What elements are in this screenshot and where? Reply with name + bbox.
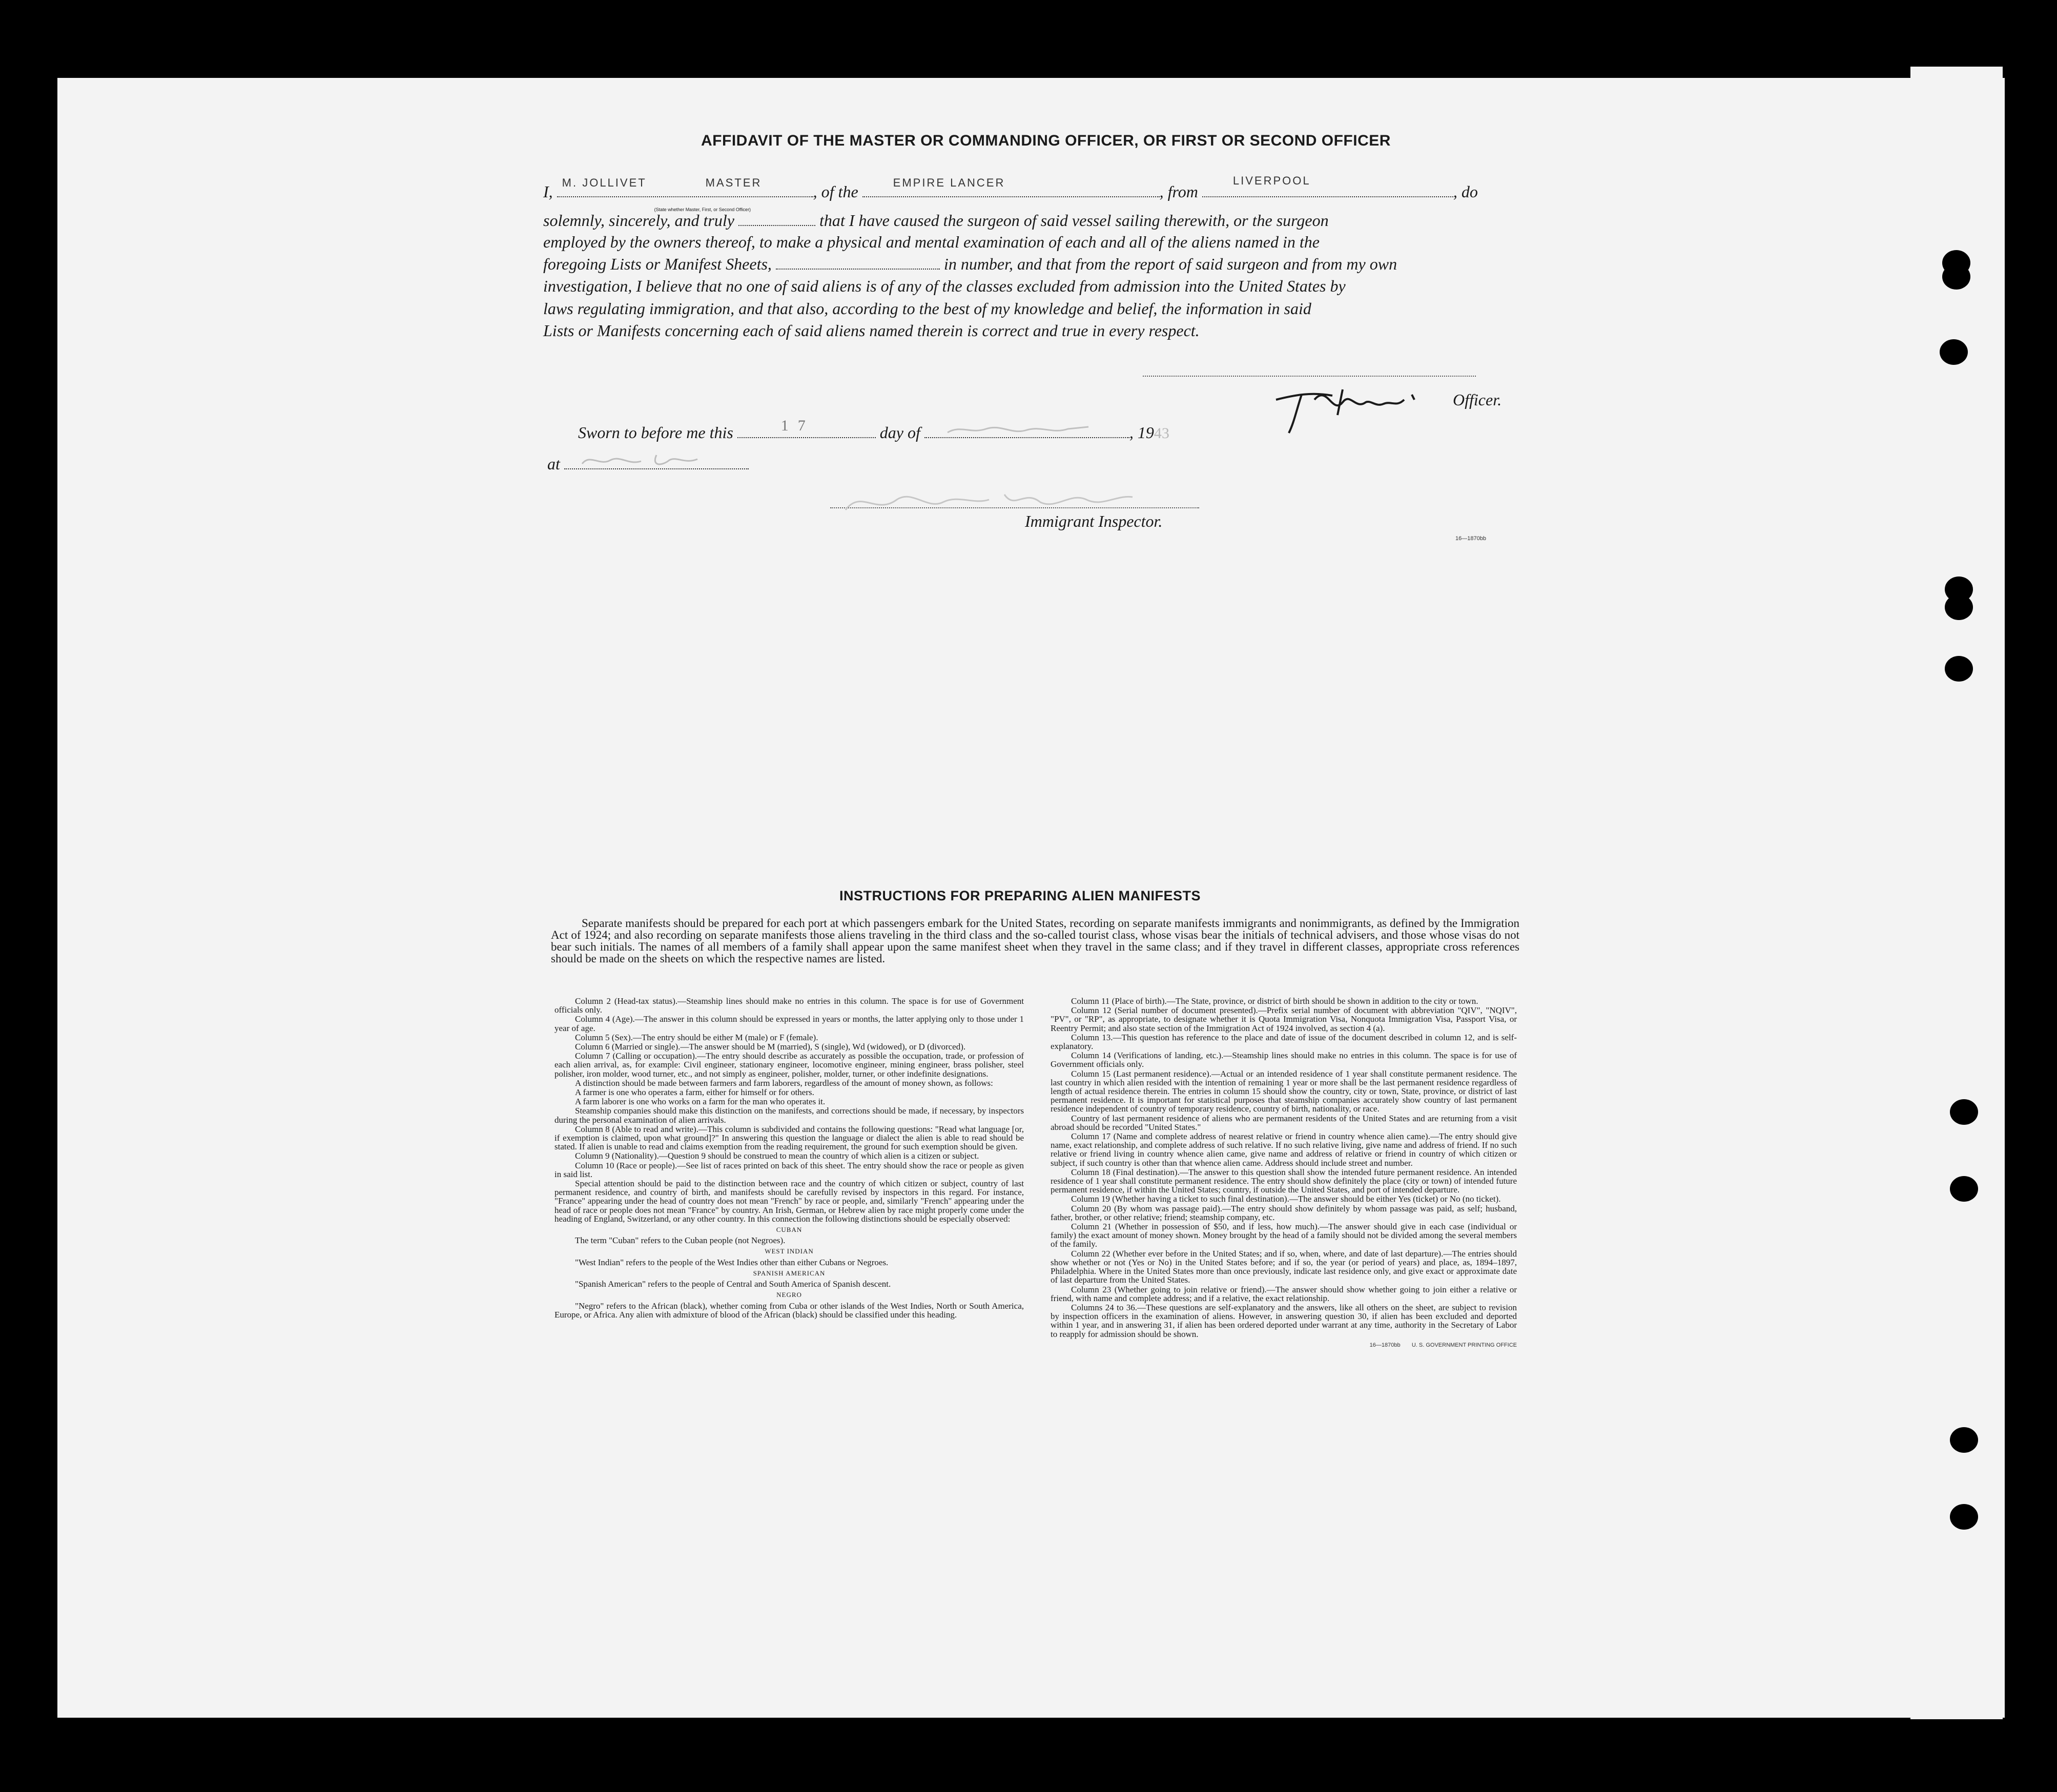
binder-hole	[1945, 656, 1973, 682]
instruction-paragraph: Column 22 (Whether ever before in the United States; and if so, when, where, and date of last departure).—The entries should show whether or not (Yes or No) in the United States before; and if so, the year (or period of years) and place, as, 1894–1897, Philadelphia. Where in the United States more than once previously, indicate last residence only, and give exact or approximate date of last departure from the United States.	[1051, 1248, 1517, 1285]
definition-text: The term "Cuban" refers to the Cuban people (not Negroes).	[575, 1235, 786, 1246]
vessel-field	[862, 176, 1160, 197]
binder-hole	[1950, 1504, 1978, 1530]
instruction-paragraph: A farmer is one who operates a farm, either for himself or for others.	[575, 1087, 814, 1098]
signature-line	[1143, 376, 1476, 377]
affidavit-text: foregoing Lists or Manifest Sheets,	[543, 255, 772, 273]
affidavit-line-6: laws regulating immigration, and that also, according to the best of my knowledge and belief, the information in said	[543, 299, 1311, 318]
master-name: M. JOLLIVET	[562, 176, 647, 189]
definition-text: "Spanish American" refers to the people of Central and South America of Spanish descent.	[575, 1279, 891, 1289]
definition-text: "Negro" refers to the African (black), whether coming from Cuba or other islands of the West Indies, North or South America, Europe, or Africa. Any alien with admixture of blood of the African (black) should be classified under this heading.	[554, 1301, 1024, 1320]
affidavit-text: that I have caused the surgeon of said vessel sailing therewith, or the surgeon	[819, 211, 1329, 230]
definition-text: "West Indian" refers to the people of the West Indies other than either Cubans or Negroes.	[575, 1257, 889, 1267]
definition-heading: WEST INDIAN	[765, 1247, 814, 1255]
instruction-paragraph: Country of last permanent residence of aliens who are permanent residents of the United States and are returning from a visit abroad should be recorded "United States."	[1051, 1113, 1517, 1132]
sworn-label: Sworn to before me this	[578, 423, 733, 442]
instruction-paragraph: Column 17 (Name and complete address of nearest relative or friend in country whence alien came).—The entry should give name, exact relationship, and complete address of such relative. If no such relative living, give name and address of friend. If no such relative or friend living in country whence alien came, give name and address of relative or friend in country of which citizen or subject, if such country is other than that whence alien came. Address should include street and number.	[1051, 1131, 1517, 1168]
affidavit-title: AFFIDAVIT OF THE MASTER OR COMMANDING OFFICER, OR FIRST OR SECOND OFFICER	[701, 132, 1391, 149]
binder-hole	[1950, 1099, 1978, 1125]
affidavit-line-5: investigation, I believe that no one of said aliens is of any of the classes excluded from admission into the United States by	[543, 277, 1346, 295]
affidavit-line-4	[543, 253, 1397, 275]
instruction-paragraph: Column 5 (Sex).—The entry should be either M (male) or F (female).	[575, 1032, 818, 1042]
instruction-paragraph: Column 23 (Whether going to join relative or friend).—The answer should show whether going to join either a relative or friend, with name and complete address; and if a relative, the exact relationship.	[1051, 1284, 1517, 1303]
officer-signature	[1266, 379, 1425, 436]
footer-printer: U. S. GOVERNMENT PRINTING OFFICE	[1411, 1342, 1517, 1348]
affidavit-line-1	[543, 174, 1478, 212]
form-code: 16—1870bb	[1455, 535, 1486, 542]
instruction-paragraph: Column 19 (Whether having a ticket to such final destination).—The answer should be either Yes (ticket) or No (no ticket).	[1071, 1194, 1501, 1204]
left-instruction-column	[554, 997, 1024, 1320]
of-the-label: , of the	[813, 182, 858, 201]
at-line	[547, 452, 749, 475]
place-field	[564, 454, 749, 469]
instructions-title: INSTRUCTIONS FOR PREPARING ALIEN MANIFESTS	[839, 888, 1201, 903]
port-field	[1202, 174, 1453, 197]
instruction-paragraph: Column 20 (By whom was passage paid).—The entry should show definitely by whom passage was paid, as self; husband, father, brother, or other relative; friend; steamship company, etc.	[1051, 1203, 1517, 1222]
binder-hole	[1950, 1427, 1978, 1453]
instruction-paragraph: Column 15 (Last permanent residence).—Actual or an intended residence of 1 year shall constitute permanent residence. The last country in which alien resided with the intention of remaining 1 year or more shall be the last permanent residence regardless of length of actual residence therein. The entries in column 15 should show the country, city or town, State, province, or district of last permanent residence. It is important for statistical purposes that steamship companies accurately show country of last permanent residence independent of country of temporary residence, country of birth, nationality, or race.	[1051, 1068, 1517, 1114]
instruction-paragraph: Column 12 (Serial number of document presented).—Prefix serial number of document with abbreviation "QIV", "NQIV", "PV", or "RP", as appropriate, to designate whether it is Quota Immigration Visa, Nonquota Immigration Visa, Passport Visa, or Reentry Permit; and also state section of the Immigration Act of 1924 involved, as section 4 (a).	[1051, 1005, 1517, 1033]
affidavit-text: solemnly, sincerely, and truly	[543, 211, 734, 230]
instruction-paragraph: Column 8 (Able to read and write).—This column is subdivided and contains the following questions: "Read what language [or, if exemption is claimed, upon what ground]?" In answering this question the language or dialect the alien is able to read should be stated. If alien is unable to read and claims exemption from the reading requirement, the ground for such exemption should be given.	[554, 1124, 1024, 1152]
affidavit-line-2	[543, 209, 1329, 232]
sworn-field	[738, 211, 815, 226]
vessel-name: EMPIRE LANCER	[893, 176, 1005, 189]
instruction-paragraph: A farm laborer is one who works on a farm for the man who operates it.	[575, 1097, 826, 1107]
month-handwriting	[945, 420, 1099, 437]
year-prefix: , 19	[1129, 423, 1154, 442]
instructions-footer	[1051, 1340, 1517, 1350]
inspector-label: Immigrant Inspector.	[1025, 512, 1163, 530]
instruction-paragraph: A distinction should be made between farmers and farm laborers, regardless of the amount of money shown, as follows:	[575, 1078, 993, 1088]
instruction-paragraph: Special attention should be paid to the distinction between race and the country of which citizen or subject, country of last permanent residence, and country of birth, and manifests should be carefully revised by inspectors in this regard. For instance, "France" appearing under the head of country does not mean "French" by race or people, and, similarly "French" appearing under the head of race or people does not mean "France" by country. An Irish, German, or Hebrew alien by race might properly come under the heading of England, Switzerland, or any other country. In this connection the following distinctions should be especially observed:	[554, 1179, 1024, 1224]
definition-heading: NEGRO	[776, 1291, 802, 1299]
place-handwriting	[580, 451, 713, 468]
sheets-count-field	[776, 254, 940, 270]
binder-hole	[1940, 339, 1968, 365]
definition-heading: SPANISH AMERICAN	[753, 1269, 826, 1277]
binder-hole	[1942, 264, 1970, 290]
sworn-line	[578, 417, 1169, 445]
at-label: at	[547, 455, 560, 473]
port-name: LIVERPOOL	[1232, 174, 1311, 187]
officer-label: Officer.	[1453, 390, 1502, 409]
affidavit-prefix: I,	[543, 182, 553, 201]
instruction-paragraph: Column 10 (Race or people).—See list of races printed on back of this sheet. The entry should show the race or people as given in said list.	[554, 1160, 1024, 1179]
master-name-field	[557, 176, 813, 212]
instruction-paragraph: Column 11 (Place of birth).—The State, province, or district of birth should be shown in addition to the city or town.	[1071, 996, 1478, 1006]
instruction-paragraph: Column 18 (Final destination).—The answer to this question shall show the intended future permanent residence. An intended residence of 1 year shall constitute permanent residence. The entry should show definitely the place (city or town) of intended future permanent residence, if within the United States; country, if outside the United States, and port of intended departure.	[1051, 1167, 1517, 1195]
binder-hole	[1945, 594, 1973, 620]
footer-code: 16—1870bb	[1369, 1342, 1401, 1348]
rank-note: (State whether Master, First, or Second Officer)	[654, 207, 751, 212]
instructions-intro	[551, 917, 1519, 964]
from-label: , from	[1159, 182, 1198, 201]
instruction-paragraph: Column 9 (Nationality).—Question 9 should be construed to mean the country of which alien is a citizen or subject.	[575, 1151, 979, 1161]
instruction-paragraph: Column 7 (Calling or occupation).—The entry should describe as accurately as possible the occupation, trade, or profession of each alien arrival, as, for example: Civil engineer, stationary engineer, locomotive engineer, mining engineer, brass polisher, steel polisher, iron molder, wood turner, etc., and not simply as engineer, polisher, molder, turner, or other indefinite designations.	[554, 1051, 1024, 1079]
affidavit-text: in number, and that from the report of said surgeon and from my own	[943, 255, 1397, 273]
instruction-paragraph: Column 2 (Head-tax status).—Steamship lines should make no entries in this column. The space is for use of Government officials only.	[554, 996, 1024, 1015]
affidavit-line-3: employed by the owners thereof, to make a physical and mental examination of each and all of the aliens named in the	[543, 233, 1320, 251]
instruction-paragraph: Column 21 (Whether in possession of $50, and if less, how much).—The answer should give in each case (individual or family) the exact amount of money shown. Money brought by the head of a family should not be divided among the several members of the family.	[1051, 1222, 1517, 1249]
do-label: , do	[1453, 182, 1478, 201]
master-rank: MASTER	[705, 176, 762, 189]
page-right-edge	[1910, 67, 2003, 1719]
definition-heading: CUBAN	[776, 1226, 803, 1234]
intro-text: Separate manifests should be prepared for each port at which passengers embark for the United States, recording on separate manifests immigrants and nonimmigrants, as defined by the Immigration Act of 1924; and also recording on separate manifests those aliens traveling in the third class and the so-called tourist class, whose visas bear the initials of technical advisers, and those whose visas do not bear such initials. The names of all members of a family shall appear upon the same manifest sheet when they travel in the same class; and if they travel in different classes, appropriate cross references should be made on the sheets on which the respective names are listed.	[551, 917, 1519, 965]
instruction-paragraph: Column 14 (Verifications of landing, etc.).—Steamship lines should make no entries in this column. The space is for use of Government officials only.	[1051, 1051, 1517, 1069]
affidavit-line-7: Lists or Manifests concerning each of said aliens named therein is correct and true in every respect.	[543, 321, 1200, 340]
instruction-paragraph: Column 13.—This question has reference to the place and date of issue of the document described in column 12, and is self-explanatory.	[1051, 1032, 1517, 1052]
instruction-paragraph: Column 4 (Age).—The answer in this column should be expressed in years or months, the latter applying only to those under 1 year of age.	[554, 1014, 1024, 1033]
day-value: 17	[780, 417, 815, 434]
year-suffix: 43	[1154, 425, 1169, 442]
instruction-paragraph: Columns 24 to 36.—These questions are self-explanatory and the answers, like all others on the sheet, are subject to revision by inspection officers in the examination of aliens. However, in answering question 30, if alien has been excluded and deported within 1 year, and in answering 31, if alien has been ordered deported under warrant at any time, authority in the Secretary of Labor to reapply for admission should be shown.	[1051, 1302, 1517, 1339]
right-instruction-column	[1051, 997, 1517, 1350]
instruction-paragraph: Column 6 (Married or single).—The answer should be M (married), S (single), Wd (widowed), or D (divorced).	[575, 1042, 966, 1052]
month-field	[924, 423, 1129, 438]
binder-hole	[1950, 1176, 1978, 1202]
day-of-label: day of	[879, 423, 920, 442]
day-field	[737, 417, 876, 438]
instruction-paragraph: Steamship companies should make this distinction on the manifests, and corrections should be made, if necessary, by inspectors during the personal examination of alien arrivals.	[554, 1106, 1024, 1125]
